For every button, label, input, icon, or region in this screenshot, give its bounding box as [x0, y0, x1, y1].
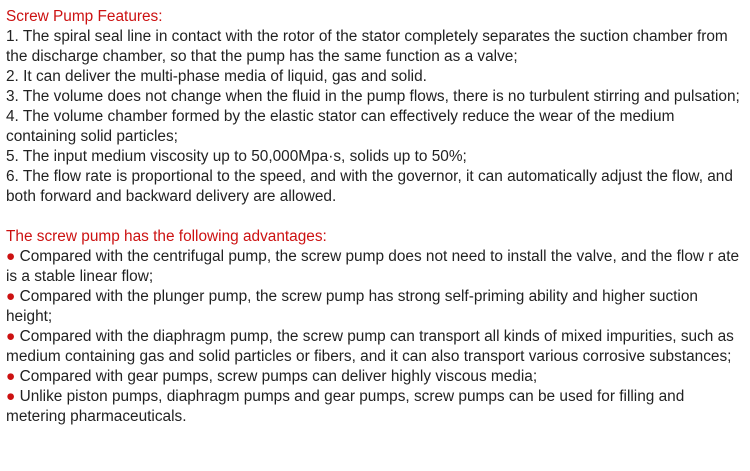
bullet-icon: ● — [6, 248, 16, 265]
advantages-list — [6, 247, 744, 427]
advantage-item-4 — [6, 367, 744, 387]
feature-item-5: 5. The input medium viscosity up to 50,000Mpa·s, solids up to 50%; — [6, 148, 467, 165]
feature-item-6: 6. The flow rate is proportional to the speed, and with the governor, it can automatically adjust the flow, and both forward and backward delivery are allowed. — [6, 168, 733, 205]
bullet-icon: ● — [6, 328, 16, 345]
bullet-icon: ● — [6, 368, 16, 385]
advantage-item-2 — [6, 287, 744, 327]
bullet-icon: ● — [6, 388, 16, 405]
advantage-item-5 — [6, 387, 744, 427]
features-list — [6, 27, 744, 207]
feature-item-1: 1. The spiral seal line in contact with the rotor of the stator completely separates the suction chamber from the discharge chamber, so that the pump has the same function as a valve; — [6, 28, 728, 65]
advantage-text-4: Compared with gear pumps, screw pumps can deliver highly viscous media; — [19, 368, 538, 385]
feature-item-4: 4. The volume chamber formed by the elastic stator can effectively reduce the wear of the medium containing solid particles; — [6, 108, 675, 145]
advantage-text-3: Compared with the diaphragm pump, the screw pump can transport all kinds of mixed impurities, such as medium containing gas and solid particles or fibers, and it can also transport various corrosive substances; — [6, 328, 734, 365]
features-heading: Screw Pump Features: — [6, 8, 163, 25]
advantage-text-5: Unlike piston pumps, diaphragm pumps and gear pumps, screw pumps can be used for filling and metering pharmaceuticals. — [6, 388, 685, 425]
bullet-icon: ● — [6, 288, 16, 305]
advantage-item-3 — [6, 327, 744, 367]
advantages-heading: The screw pump has the following advantages: — [6, 228, 327, 245]
feature-item-3: 3. The volume does not change when the fluid in the pump flows, there is no turbulent stirring and pulsation; — [6, 88, 740, 105]
section-spacer — [6, 207, 744, 227]
advantage-text-2: Compared with the plunger pump, the screw pump has strong self-priming ability and higher suction height; — [6, 288, 698, 325]
advantage-text-1: Compared with the centrifugal pump, the screw pump does not need to install the valve, and the flow r ate is a stable linear flow; — [6, 248, 740, 285]
advantage-item-1 — [6, 247, 744, 287]
feature-item-2: 2. It can deliver the multi-phase media of liquid, gas and solid. — [6, 68, 427, 85]
